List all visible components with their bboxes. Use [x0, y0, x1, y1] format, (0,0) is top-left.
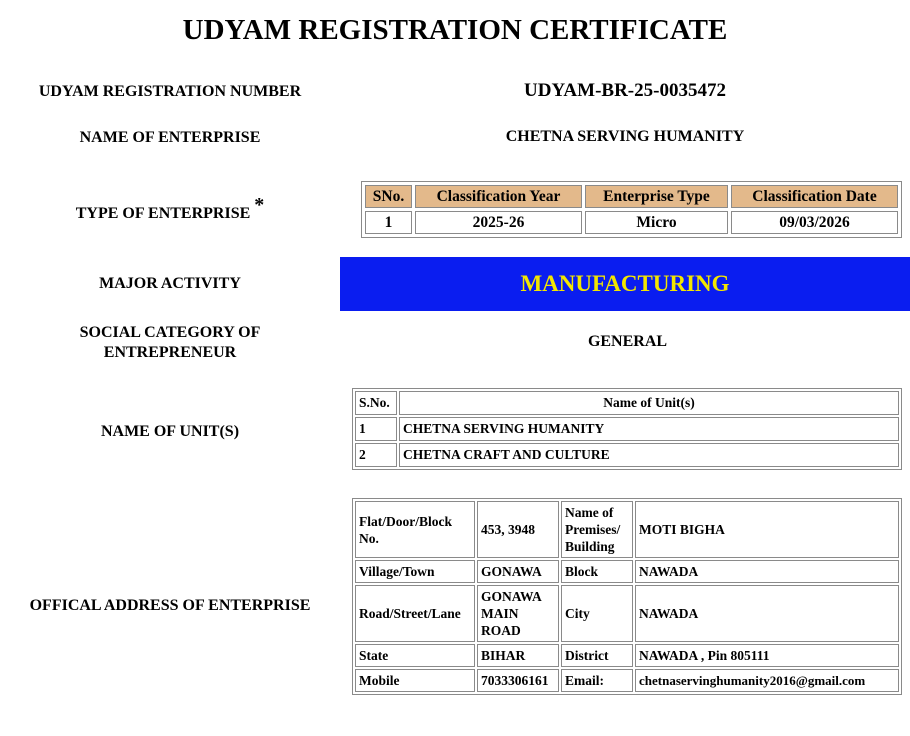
cell-enterprise-type: Micro	[585, 211, 728, 234]
address-field-label: Mobile	[355, 669, 475, 692]
address-field-label: District	[561, 644, 633, 667]
major-activity-value: MANUFACTURING	[520, 271, 730, 296]
address-field-label: Name of Premises/ Building	[561, 501, 633, 558]
address-field-value: NAWADA	[635, 560, 899, 583]
address-field-value: GONAWA	[477, 560, 559, 583]
major-activity-label: MAJOR ACTIVITY	[99, 275, 241, 292]
address-field-value: BIHAR	[477, 644, 559, 667]
classification-header-row	[365, 185, 898, 208]
cell-classification-date: 09/03/2026	[731, 211, 898, 234]
email-value: chetnaservinghumanity2016@gmail.com	[635, 669, 899, 692]
address-field-label: City	[561, 585, 633, 642]
enterprise-name-value: CHETNA SERVING HUMANITY	[505, 128, 745, 145]
header-sno: SNo.	[365, 185, 412, 208]
registration-number-value: UDYAM-BR-25-0035472	[524, 80, 726, 101]
enterprise-name-label: NAME OF ENTERPRISE	[79, 129, 261, 146]
enterprise-type-label	[0, 194, 340, 224]
address-field-label: State	[355, 644, 475, 667]
address-label: OFFICAL ADDRESS OF ENTERPRISE	[29, 597, 311, 614]
table-row	[355, 443, 899, 467]
table-row	[355, 417, 899, 441]
major-activity-banner	[340, 257, 910, 311]
header-classification-date: Classification Date	[731, 185, 898, 208]
address-field-value: MOTI BIGHA	[635, 501, 899, 558]
registration-number-label: UDYAM REGISTRATION NUMBER	[38, 83, 302, 100]
social-category-label	[0, 323, 340, 363]
cell-classification-year: 2025-26	[415, 211, 582, 234]
address-field-label: Road/Street/Lane	[355, 585, 475, 642]
social-category-value: GENERAL	[587, 333, 668, 350]
address-field-label: Flat/Door/Block No.	[355, 501, 475, 558]
enterprise-type-label-text: TYPE OF ENTERPRISE	[75, 205, 251, 222]
address-field-value: NAWADA	[635, 585, 899, 642]
units-label: NAME OF UNIT(S)	[100, 423, 240, 440]
units-header-name: Name of Unit(s)	[399, 391, 899, 415]
address-field-value: NAWADA , Pin 805111	[635, 644, 899, 667]
units-header-row	[355, 391, 899, 415]
address-field-value: 7033306161	[477, 669, 559, 692]
asterisk-mark: *	[254, 194, 265, 216]
unit-name: CHETNA CRAFT AND CULTURE	[399, 443, 899, 467]
table-row	[355, 501, 899, 558]
units-table	[352, 388, 902, 470]
address-field-label: Village/Town	[355, 560, 475, 583]
cell-sno: 1	[365, 211, 412, 234]
address-field-label: Email:	[561, 669, 633, 692]
table-row	[355, 644, 899, 667]
table-row	[355, 669, 899, 692]
address-table	[352, 498, 902, 695]
table-row	[355, 560, 899, 583]
address-field-value: 453, 3948	[477, 501, 559, 558]
units-header-sno: S.No.	[355, 391, 397, 415]
address-field-label: Block	[561, 560, 633, 583]
social-category-label-line1: SOCIAL CATEGORY OF	[79, 324, 261, 341]
unit-name: CHETNA SERVING HUMANITY	[399, 417, 899, 441]
unit-sno: 1	[355, 417, 397, 441]
certificate-title: UDYAM REGISTRATION CERTIFICATE	[182, 14, 728, 46]
unit-sno: 2	[355, 443, 397, 467]
classification-row	[365, 211, 898, 234]
classification-table	[361, 181, 902, 238]
social-category-label-line2: ENTREPRENEUR	[103, 344, 237, 361]
table-row	[355, 585, 899, 642]
address-field-value: GONAWA MAIN ROAD	[477, 585, 559, 642]
header-enterprise-type: Enterprise Type	[585, 185, 728, 208]
header-classification-year: Classification Year	[415, 185, 582, 208]
